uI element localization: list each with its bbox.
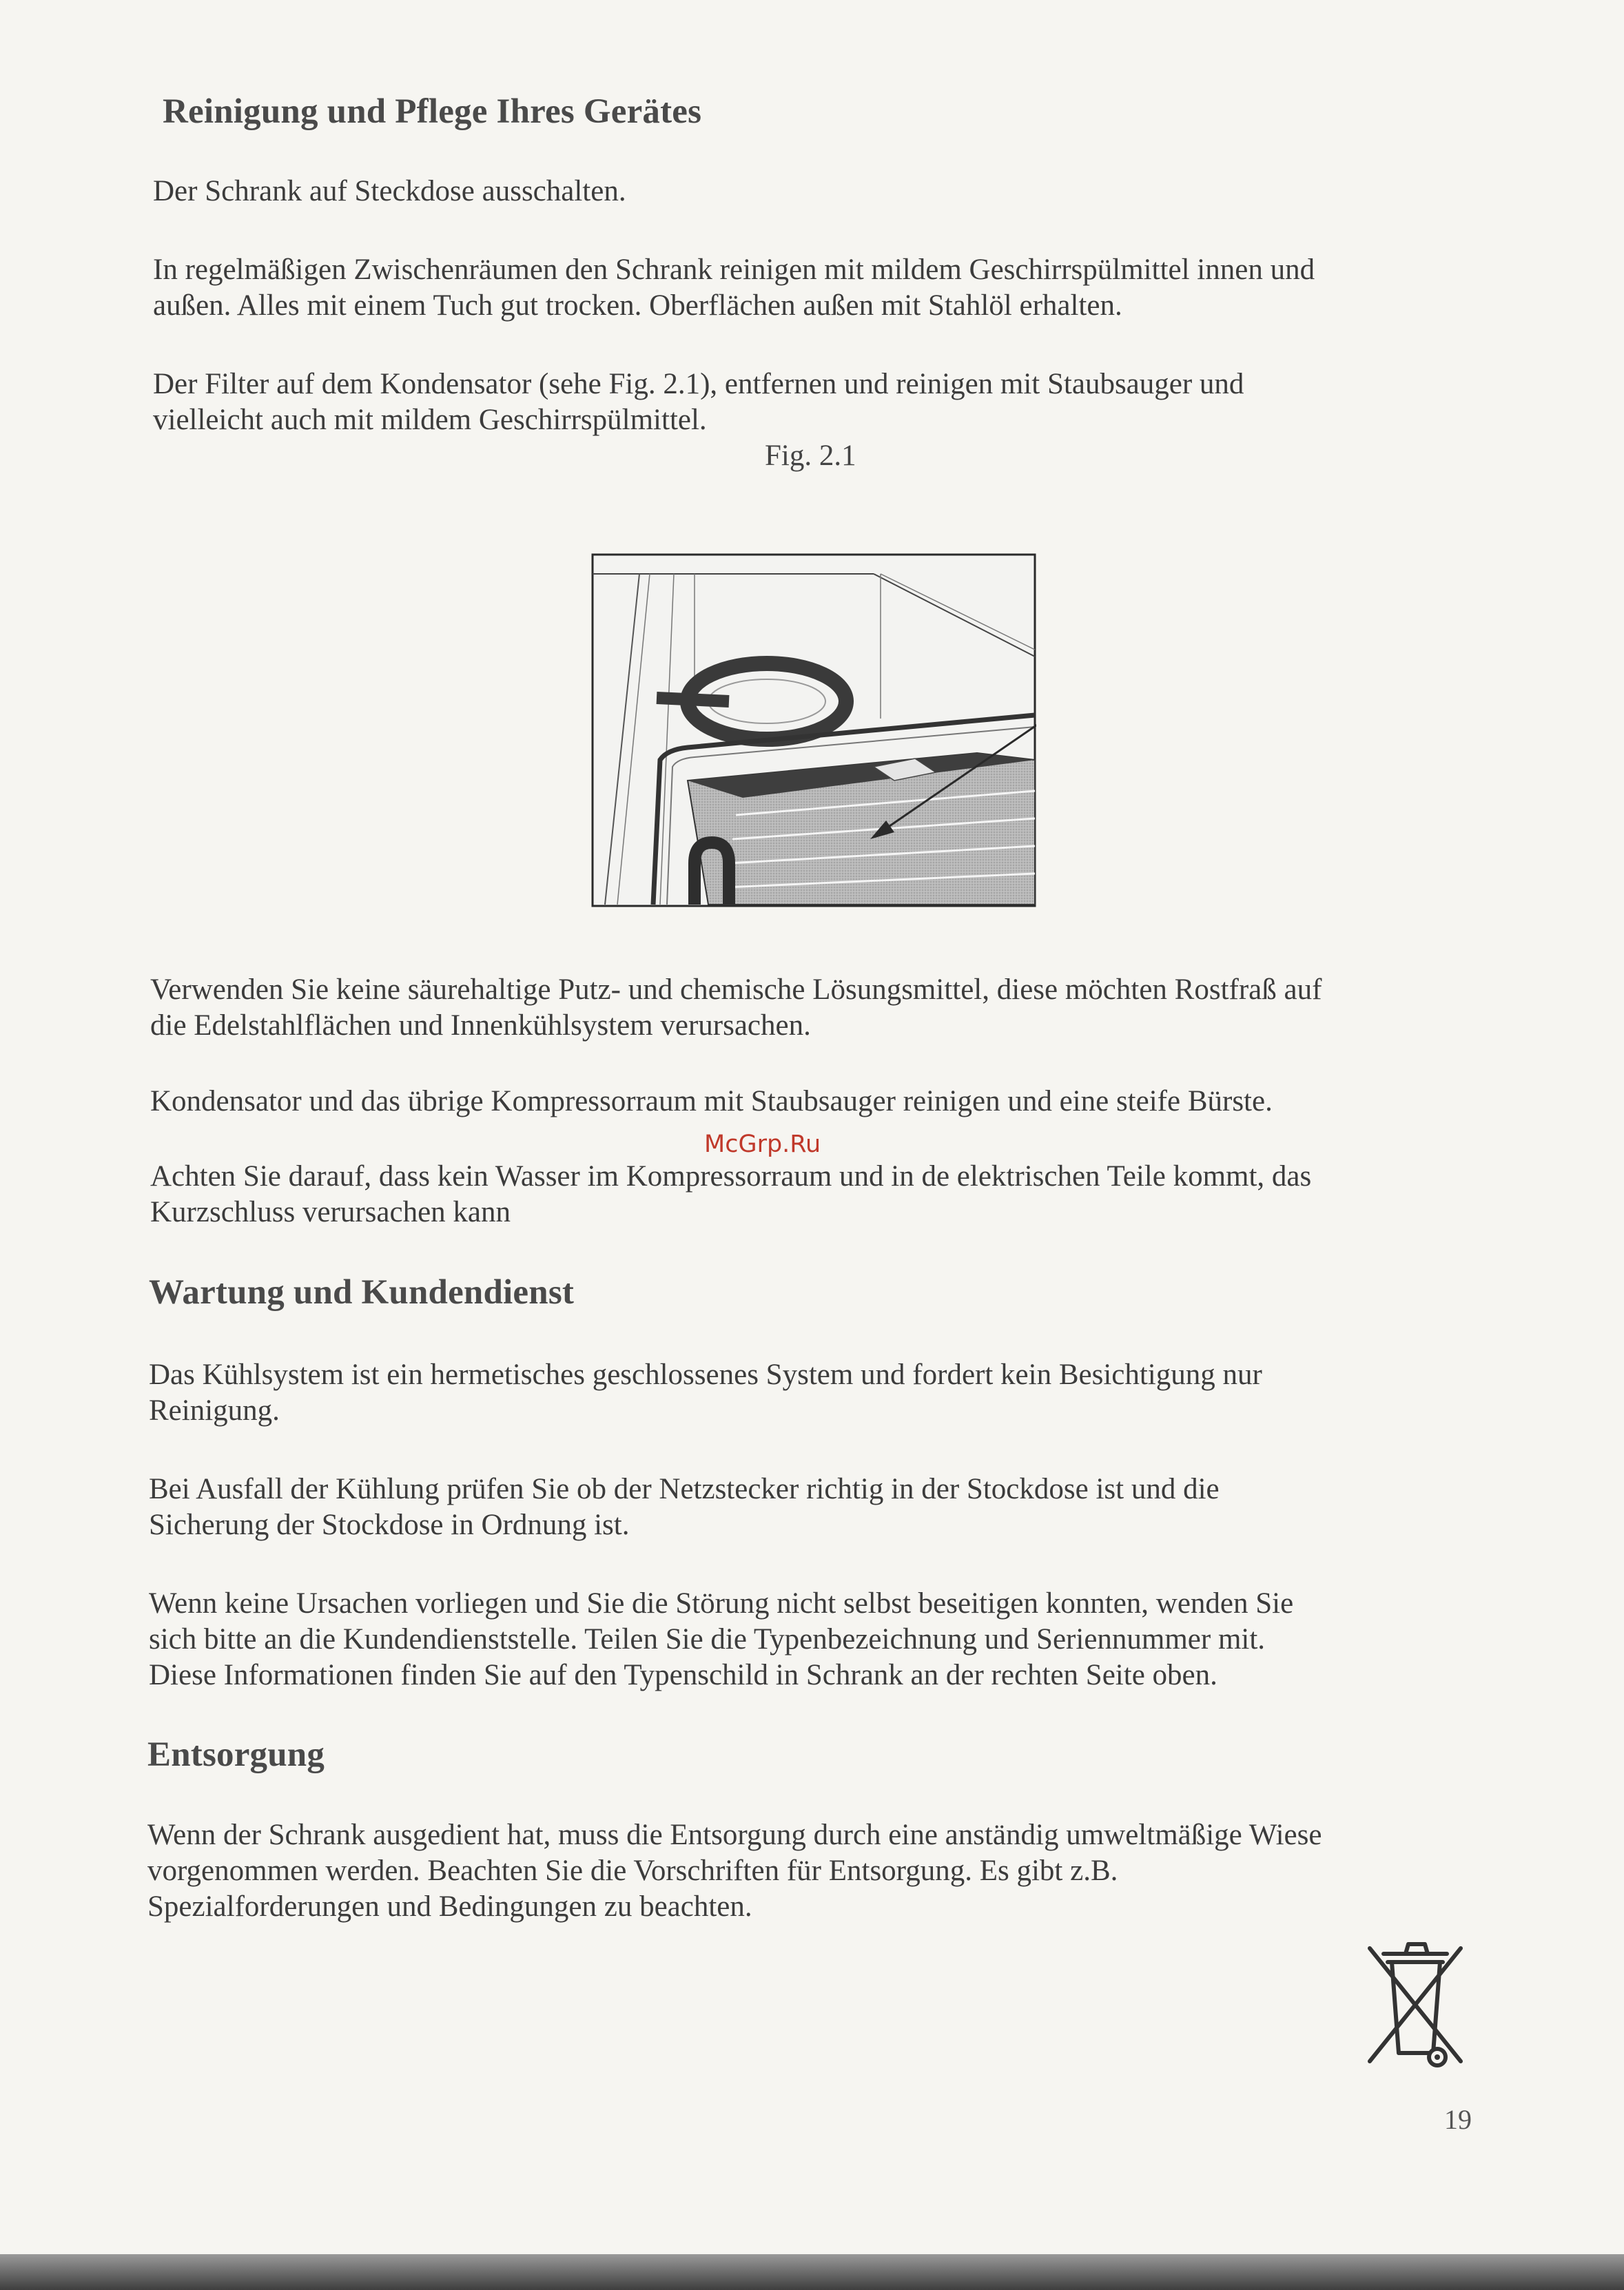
text-line: Kondensator und das übrige Kompressorraum mit Staubsauger reinigen und eine steife Bürste. <box>150 1085 1273 1117</box>
text-line: Diese Informationen finden Sie auf den Typenschild in Schrank an der rechten Seite oben. <box>149 1659 1217 1691</box>
text-line: Wenn keine Ursachen vorliegen und Sie die Störung nicht selbst beseitigen konnten, wenden Sie <box>149 1587 1294 1620</box>
text-line: vorgenommen werden. Beachten Sie die Vorschriften für Entsorgung. Es gibt z.B. <box>147 1855 1118 1887</box>
heading-service: Wartung und Kundendienst <box>149 1273 575 1312</box>
paragraph-no-acid <box>150 972 1487 1044</box>
figure-caption: Fig. 2.1 <box>765 440 856 472</box>
heading-cleaning: Reinigung und Pflege Ihres Gerätes <box>163 92 702 131</box>
crossed-out-wheelie-bin-icon <box>1356 1935 1474 2075</box>
paragraph-regular-cleaning <box>153 252 1490 324</box>
text-line: Sicherung der Stockdose in Ordnung ist. <box>149 1509 630 1541</box>
text-line: In regelmäßigen Zwischenräumen den Schrank reinigen mit mildem Geschirrspülmittel innen und <box>153 254 1315 286</box>
text-line: außen. Alles mit einem Tuch gut trocken. Oberflächen außen mit Stahlöl erhalten. <box>153 289 1122 322</box>
paragraph-cooling-failure <box>149 1472 1486 1543</box>
text-line: die Edelstahlflächen und Innenkühlsystem verursachen. <box>150 1009 811 1042</box>
text-line: Verwenden Sie keine säurehaltige Putz- und chemische Lösungsmittel, diese möchten Rostfraß auf <box>150 973 1322 1006</box>
text-line: Achten Sie darauf, dass kein Wasser im Kompressorraum und in de elektrischen Teile kommt, das <box>150 1160 1312 1193</box>
text-line: Der Schrank auf Steckdose ausschalten. <box>153 175 626 207</box>
paragraph-disposal <box>147 1817 1484 1925</box>
heading-disposal: Entsorgung <box>147 1735 325 1774</box>
text-line: Bei Ausfall der Kühlung prüfen Sie ob der Netzstecker richtig in der Stockdose ist und die <box>149 1473 1220 1505</box>
paragraph-filter <box>153 367 1490 438</box>
text-line: Der Filter auf dem Kondensator (sehe Fig. 2.1), entfernen und reinigen mit Staubsauger und <box>153 368 1244 400</box>
paragraph-contact-service <box>149 1586 1486 1693</box>
text-line: Reinigung. <box>149 1394 280 1427</box>
text-line: Spezialforderungen und Bedingungen zu beachten. <box>147 1890 752 1923</box>
paragraph-switch-off <box>153 174 1490 209</box>
text-line: Wenn der Schrank ausgedient hat, muss die Entsorgung durch eine anständig umweltmäßige Wiese <box>147 1819 1322 1851</box>
page-number: 19 <box>1444 2104 1472 2135</box>
paragraph-no-water <box>150 1159 1487 1230</box>
scan-edge <box>0 2254 1624 2290</box>
condenser-filter-illustration <box>591 553 1036 907</box>
text-line: vielleicht auch mit mildem Geschirrspülmittel. <box>153 404 707 436</box>
text-line: sich bitte an die Kundendienststelle. Teilen Sie die Typenbezeichnung und Seriennummer mit. <box>149 1623 1266 1655</box>
paragraph-condenser <box>150 1084 1487 1120</box>
text-line: Kurzschluss verursachen kann <box>150 1196 511 1228</box>
paragraph-hermetic-system <box>149 1357 1486 1429</box>
watermark: McGrp.Ru <box>704 1131 821 1158</box>
text-line: Das Kühlsystem ist ein hermetisches geschlossenes System und fordert kein Besichtigung nur <box>149 1359 1262 1391</box>
